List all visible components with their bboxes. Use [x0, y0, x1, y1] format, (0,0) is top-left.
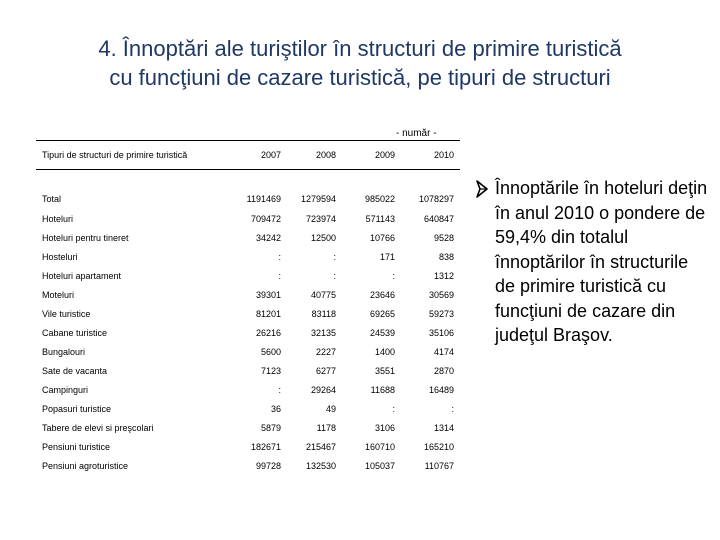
data-table — [36, 141, 460, 475]
row-value: 110767 — [424, 460, 454, 471]
row-value: 29264 — [310, 384, 336, 395]
table-row — [36, 456, 460, 475]
row-value: 9528 — [433, 232, 454, 243]
row-value: 30569 — [428, 289, 454, 300]
row-value: 7123 — [260, 365, 281, 376]
table-row — [36, 380, 460, 399]
row-value: 40775 — [310, 289, 336, 300]
row-value: 171 — [379, 251, 395, 262]
table-row — [36, 399, 460, 418]
row-value: 571143 — [365, 213, 395, 224]
table-row — [36, 361, 460, 380]
row-value: 2870 — [433, 365, 454, 376]
table-row — [36, 323, 460, 342]
row-value: 985022 — [364, 194, 395, 204]
row-label: Total — [42, 194, 62, 204]
row-value: 26216 — [255, 327, 281, 338]
row-value: 3106 — [374, 422, 395, 433]
row-value: 32135 — [310, 327, 336, 338]
row-value: 1312 — [433, 270, 454, 281]
row-value: 4174 — [433, 346, 454, 357]
header-year-2008: 2008 — [287, 141, 342, 170]
row-label: Vile turistice — [42, 308, 91, 319]
row-value: : — [392, 270, 395, 281]
row-value: 24539 — [369, 327, 395, 338]
table-row — [36, 228, 460, 247]
row-value: : — [278, 384, 281, 395]
row-value: 16489 — [428, 384, 454, 395]
row-value: 182671 — [250, 441, 281, 452]
row-value: 39301 — [255, 289, 281, 300]
row-label: Hoteluri apartament — [42, 270, 122, 281]
header-year-2009: 2009 — [342, 141, 401, 170]
table-row — [36, 437, 460, 456]
row-value: 69265 — [369, 308, 395, 319]
table-row — [36, 170, 460, 210]
table-row — [36, 418, 460, 437]
row-label: Pensiuni agroturistice — [42, 460, 129, 471]
row-value: 3551 — [374, 365, 395, 376]
row-value: 99728 — [255, 460, 281, 471]
unit-label: - număr - — [396, 128, 437, 139]
row-value: 1400 — [374, 346, 395, 357]
row-value: 49 — [325, 403, 336, 414]
table-row — [36, 209, 460, 228]
arrow-bullet-icon — [475, 179, 489, 199]
row-value: 723974 — [305, 213, 336, 224]
row-value: : — [333, 251, 336, 262]
row-label: Popasuri turistice — [42, 403, 112, 414]
row-value: : — [451, 403, 454, 414]
header-category: Tipuri de structuri de primire turistică — [36, 141, 232, 170]
row-label: Hosteluri — [42, 251, 78, 262]
row-value: : — [333, 270, 336, 281]
title-line-2: cu funcţiuni de cazare turistică, pe tipuri de structuri — [109, 65, 611, 90]
row-value: 165210 — [423, 441, 454, 452]
row-value: 6277 — [315, 365, 336, 376]
table-body — [36, 170, 460, 476]
bullet-text: Înnoptările în hoteluri deţin în anul 2010 o pondere de 59,4% din totalul înnoptărilor în structurile de primire turistică cu funcţiuni de cazare din judeţul Braşov. — [495, 178, 708, 345]
row-value: 83118 — [311, 308, 336, 319]
row-label: Bungalouri — [42, 346, 86, 357]
row-value: 1178 — [316, 422, 336, 433]
table-row — [36, 285, 460, 304]
row-label: Hoteluri — [42, 213, 74, 224]
row-value: 1191469 — [246, 194, 281, 204]
row-label: Cabane turistice — [42, 327, 108, 338]
slide-title — [20, 34, 700, 92]
row-value: 35106 — [428, 327, 454, 338]
row-value: : — [278, 270, 281, 281]
row-value: 23646 — [369, 289, 395, 300]
row-label: Moteluri — [42, 289, 75, 300]
row-label: Pensiuni turistice — [42, 441, 111, 452]
row-label: Tabere de elevi si preşcolari — [42, 422, 154, 433]
title-line-1: 4. Înnoptări ale turiştilor în structuri de primire turistică — [98, 36, 622, 61]
table-row — [36, 304, 460, 323]
table-row — [36, 247, 460, 266]
row-value: 160710 — [364, 441, 395, 452]
row-label: Sate de vacanta — [42, 365, 108, 376]
table-row — [36, 342, 460, 361]
header-year-2007: 2007 — [232, 141, 287, 170]
row-value: 1078297 — [418, 194, 454, 204]
row-value: 36 — [270, 403, 281, 414]
row-value: : — [278, 251, 281, 262]
row-value: 640847 — [423, 213, 454, 224]
table-header-row — [36, 141, 460, 170]
row-value: 132530 — [305, 460, 336, 471]
row-label: Campinguri — [42, 384, 89, 395]
data-table-container — [36, 140, 460, 475]
row-label: Hoteluri pentru tineret — [42, 232, 129, 243]
row-value: 215467 — [305, 441, 336, 452]
row-value: 59273 — [428, 308, 454, 319]
row-value: 81201 — [255, 308, 281, 319]
row-value: 709472 — [250, 213, 281, 224]
row-value: 2227 — [315, 346, 336, 357]
row-value: 1314 — [433, 422, 454, 433]
row-value: 838 — [438, 251, 454, 262]
table-row — [36, 266, 460, 285]
row-value: : — [392, 403, 395, 414]
row-value: 5600 — [260, 346, 281, 357]
row-value: 12500 — [310, 232, 336, 243]
row-value: 5879 — [260, 422, 281, 433]
row-value: 11688 — [370, 384, 395, 395]
row-value: 34242 — [255, 232, 281, 243]
header-year-2010: 2010 — [401, 141, 460, 170]
row-value: 1279594 — [300, 194, 336, 204]
row-value: 105037 — [364, 460, 395, 471]
row-value: 10766 — [369, 232, 395, 243]
